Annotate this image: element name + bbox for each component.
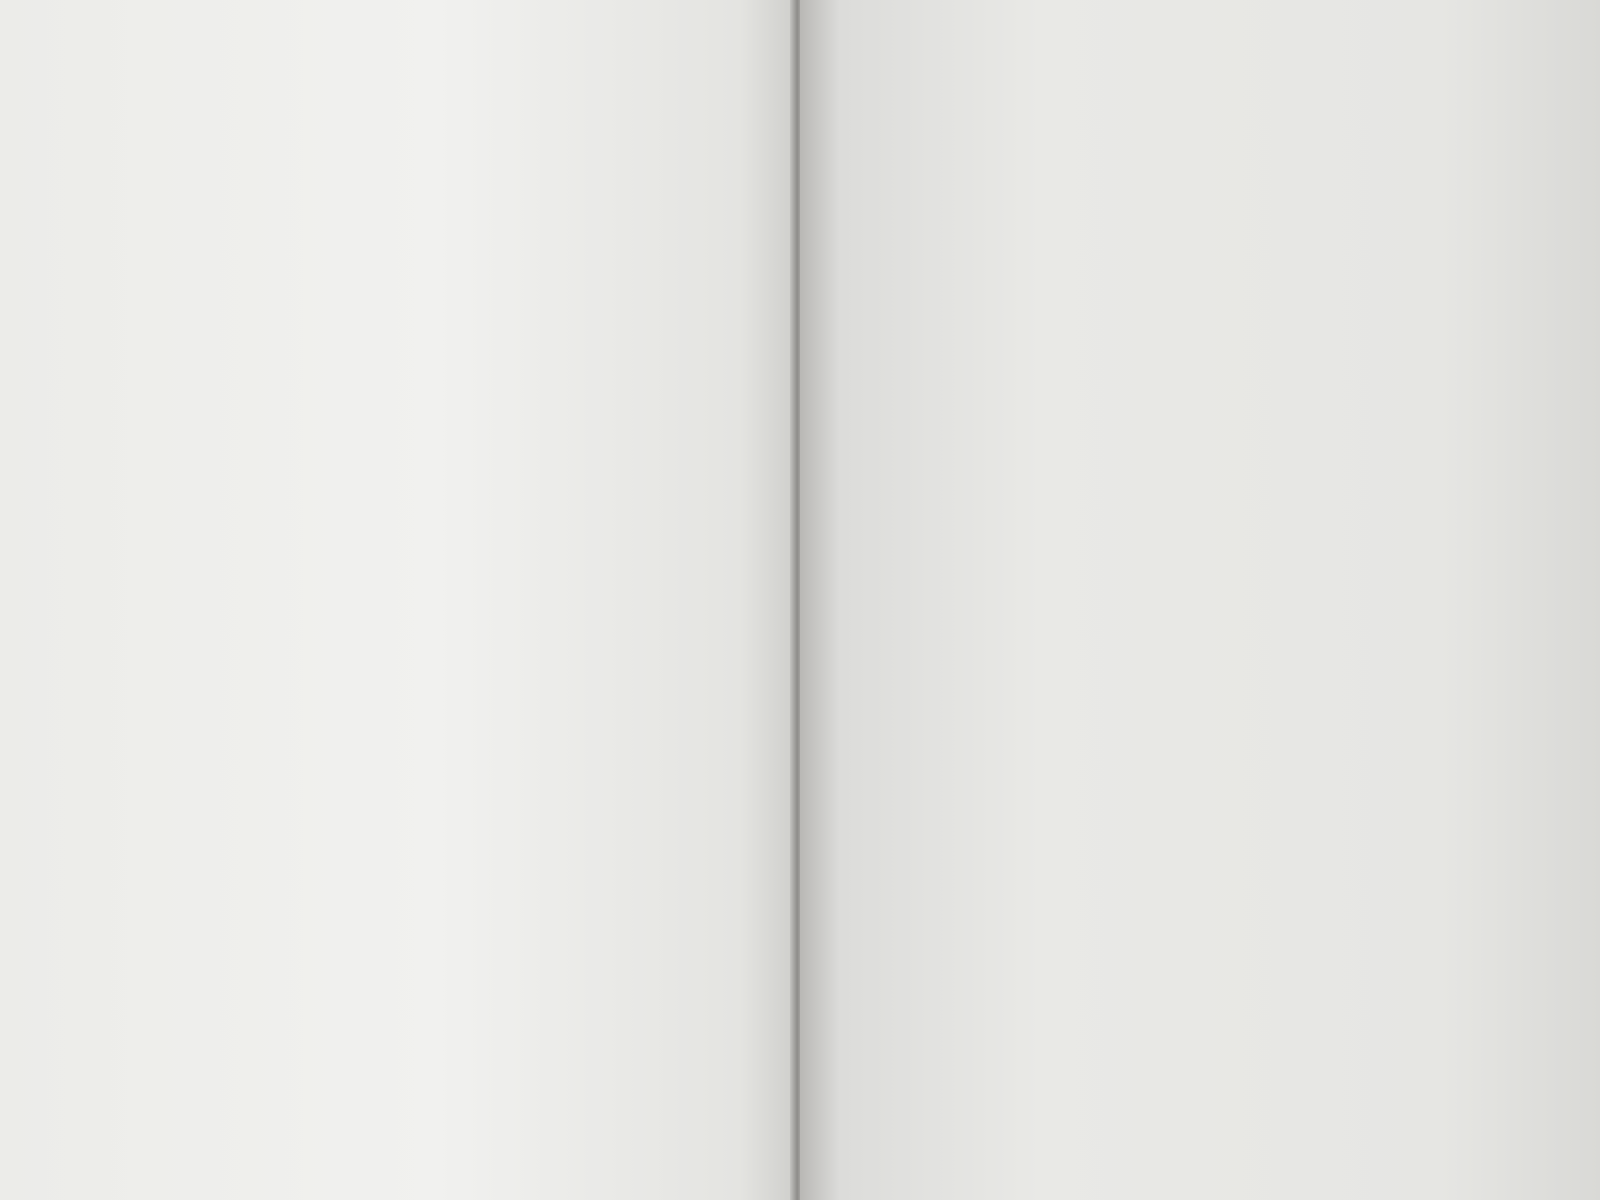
right-page: [800, 0, 1600, 1200]
left-page: [0, 0, 795, 1200]
